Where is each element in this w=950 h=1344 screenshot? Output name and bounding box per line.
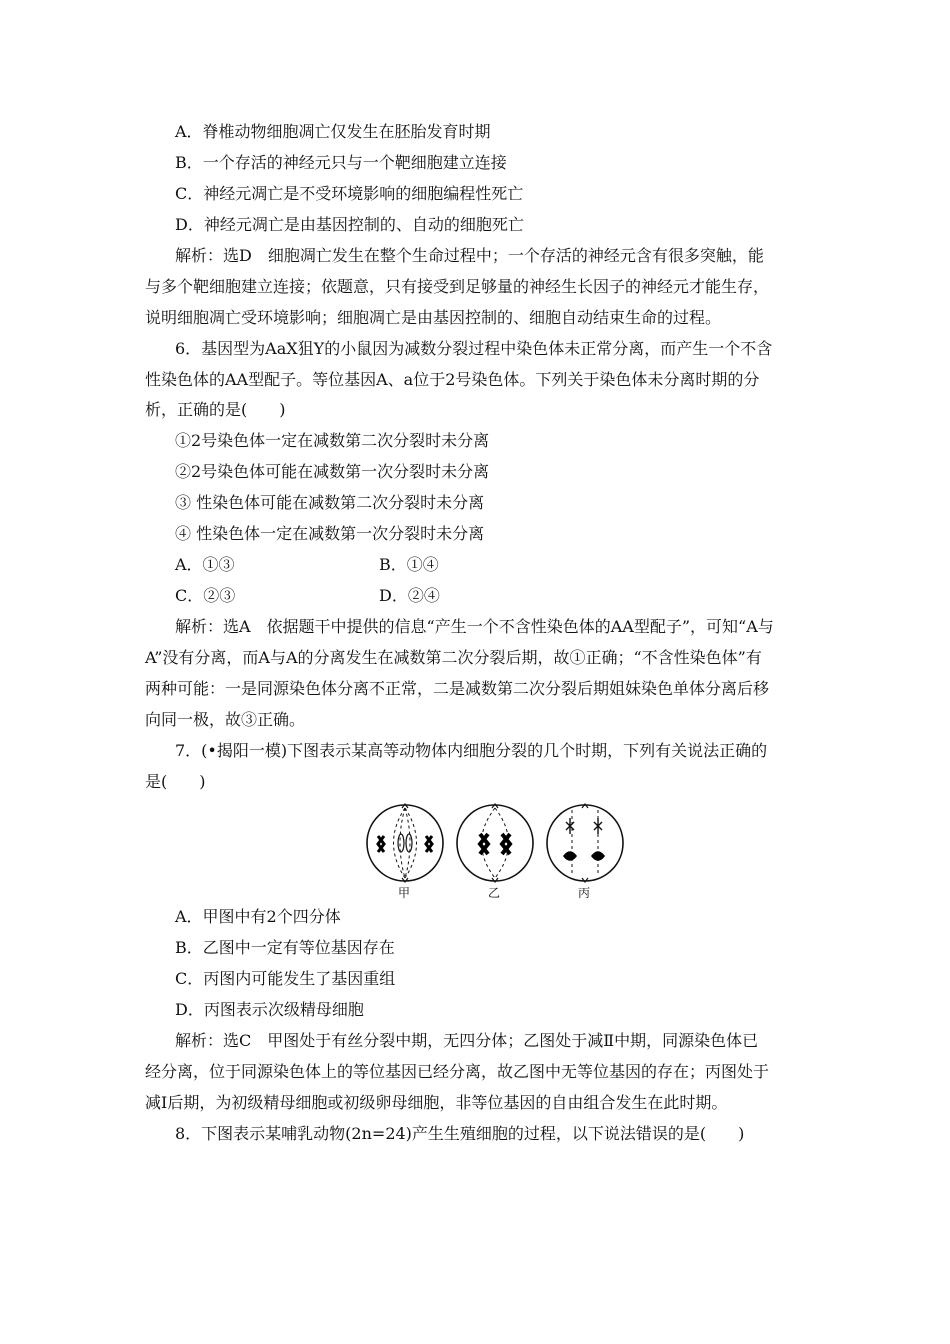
q7-analysis-line: 解析：选C 甲图处于有丝分裂中期，无四分体；乙图处于减Ⅱ中期，同源染色体已 <box>175 1031 759 1050</box>
q5-option-c: C．神经元凋亡是不受环境影响的细胞编程性死亡 <box>175 184 524 203</box>
q6-stem-line: 析，正确的是( ) <box>145 400 286 419</box>
figure-label-jia: 甲 <box>398 886 411 900</box>
q7-stem-line: 是( ) <box>145 772 206 791</box>
q7-analysis-line: 减Ⅰ后期，为初级精母细胞或初级卵母细胞，非等位基因的自由组合发生在此时期。 <box>145 1093 728 1112</box>
q6-item: ②2号染色体可能在减数第一次分裂时未分离 <box>175 462 490 481</box>
q6-option-c: C．②③ <box>175 586 236 605</box>
q7-option-b: B．乙图中一定有等位基因存在 <box>175 938 395 957</box>
cell-jia <box>367 804 443 882</box>
q8-stem-line: 8．下图表示某哺乳动物(2n=24)产生生殖细胞的过程，以下说法错误的是( ) <box>175 1124 745 1143</box>
q7-stem-line: 7．(•揭阳一模)下图表示某高等动物体内细胞分裂的几个时期，下列有关说法正确的 <box>175 741 768 760</box>
q7-analysis-line: 经分离，位于同源染色体上的等位基因已经分离，故乙图中无等位基因的存在；丙图处于 <box>145 1062 770 1081</box>
q6-option-b: B．①④ <box>379 555 439 574</box>
q6-option-d: D．②④ <box>379 586 440 605</box>
q7-option-c: C．丙图内可能发生了基因重组 <box>175 969 396 988</box>
q5-analysis-line: 说明细胞凋亡受环境影响；细胞凋亡是由基因控制的、细胞自动结束生命的过程。 <box>145 308 722 327</box>
cell-division-figure <box>360 800 630 905</box>
cell-bing <box>547 804 623 882</box>
q6-option-a: A．①③ <box>175 555 235 574</box>
q5-analysis-line: 与多个靶细胞建立连接；依题意，只有接受到足够量的神经生长因子的神经元才能生存， <box>145 277 770 296</box>
q6-item: ①2号染色体一定在减数第二次分裂时未分离 <box>175 431 490 450</box>
figure-label-yi: 乙 <box>488 886 501 900</box>
q6-stem-line: 6．基因型为AaX狙Y的小鼠因为减数分裂过程中染色体未正常分离，而产生一个不含 <box>175 339 773 358</box>
q6-analysis-line: A”没有分离，而A与A的分离发生在减数第二次分裂后期，故①正确；“不含性染色体”有 <box>145 648 762 667</box>
figure-label-bing: 丙 <box>578 886 591 900</box>
q6-analysis-line: 两种可能：一是同源染色体分离不正常，二是减数第二次分裂后期姐妹染色单体分离后移 <box>145 679 770 698</box>
q6-analysis-line: 解析：选A 依据题干中提供的信息“产生一个不含性染色体的AA型配子”，可知“A与 <box>175 617 774 636</box>
cell-yi <box>457 804 533 882</box>
q5-analysis-line: 解析：选D 细胞凋亡发生在整个生命过程中；一个存活的神经元含有很多突触，能 <box>175 246 764 265</box>
q6-analysis-line: 向同一极，故③正确。 <box>145 710 306 729</box>
q7-option-a: A．甲图中有2个四分体 <box>175 907 341 926</box>
q6-item: ④ 性染色体一定在减数第一次分裂时未分离 <box>175 524 485 543</box>
q5-option-b: B．一个存活的神经元只与一个靶细胞建立连接 <box>175 153 507 172</box>
q6-item: ③ 性染色体可能在减数第二次分裂时未分离 <box>175 493 485 512</box>
q5-option-d: D．神经元凋亡是由基因控制的、自动的细胞死亡 <box>175 215 524 234</box>
q6-stem-line: 性染色体的AA型配子。等位基因A、a位于2号染色体。下列关于染色体未分离时期的分 <box>145 370 760 389</box>
q5-option-a: A．脊椎动物细胞凋亡仅发生在胚胎发育时期 <box>175 122 491 141</box>
q7-option-d: D．丙图表示次级精母细胞 <box>175 1000 364 1019</box>
